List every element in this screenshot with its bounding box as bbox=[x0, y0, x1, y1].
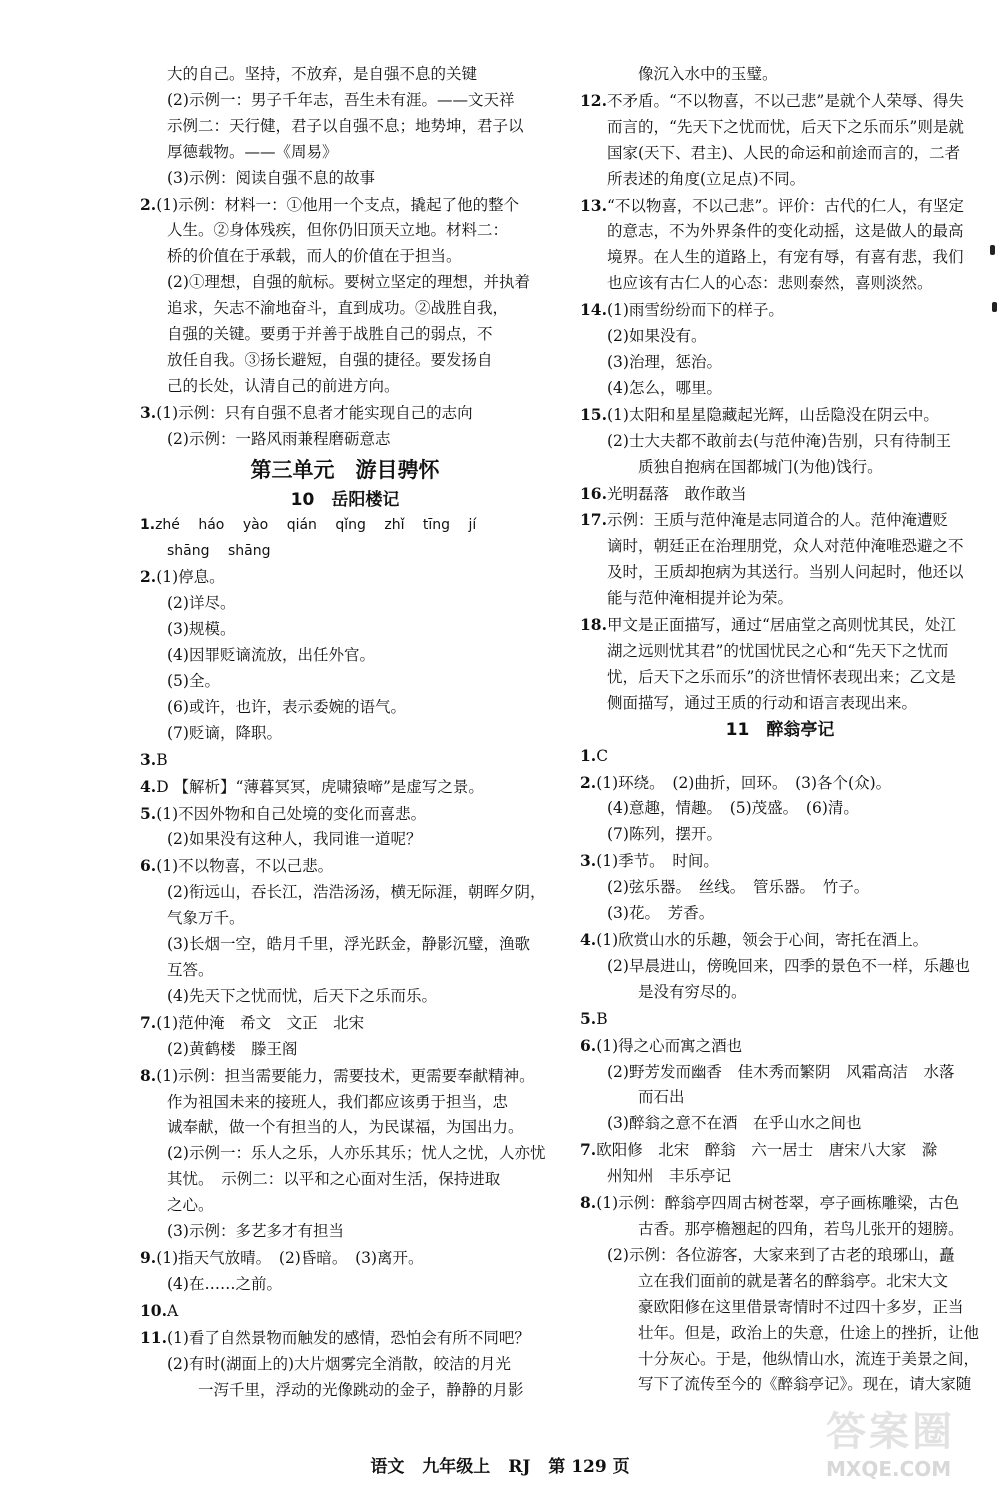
answer-line bbox=[140, 374, 550, 400]
answer-text: (7)贬谪，降职。 bbox=[167, 723, 282, 742]
answer-text: (3)示例：阅读自强不息的故事 bbox=[167, 168, 375, 187]
answer-line bbox=[580, 481, 980, 508]
answer-line bbox=[140, 906, 550, 932]
answer-line bbox=[140, 244, 550, 270]
answer-line bbox=[140, 564, 550, 591]
answer-text: 古香。那亭檐翘起的四角，若鸟儿张开的翅膀。 bbox=[638, 1219, 964, 1238]
answer-text: B bbox=[596, 1009, 608, 1028]
answer-line bbox=[580, 612, 980, 639]
answer-line bbox=[140, 88, 550, 114]
answer-line bbox=[580, 507, 980, 534]
answer-text: 大的自己。坚持，不放弃，是自强不息的关键 bbox=[167, 65, 478, 83]
answer-line bbox=[140, 695, 550, 721]
answer-text: (1)不以物喜，不以己悲。 bbox=[156, 857, 334, 876]
margin-mark bbox=[992, 302, 997, 312]
lesson-11-title: 11 醉翁亭记 bbox=[725, 719, 835, 740]
answer-text: (3)规模。 bbox=[167, 620, 236, 639]
answer-line bbox=[580, 1137, 980, 1164]
answer-line bbox=[140, 853, 550, 880]
answer-line bbox=[140, 1090, 550, 1116]
answer-text: 其忧。 示例二：以平和之心面对生活，保持进取 bbox=[167, 1170, 501, 1189]
left-column bbox=[140, 62, 550, 1403]
answer-text: (1)示例：担当需要能力，需要技术，更需要奉献精神。 bbox=[156, 1066, 535, 1085]
footer-edition: RJ bbox=[508, 1457, 531, 1477]
answer-text: 侧面描写，通过王质的行动和语言表现出来。 bbox=[607, 693, 918, 712]
answer-text: 之心。 bbox=[167, 1196, 214, 1215]
right-answers-top bbox=[580, 62, 980, 717]
right-column bbox=[580, 62, 980, 1398]
question-number: 8. bbox=[140, 1065, 157, 1085]
answer-text: “不以物喜，不以己悲”。评价：古代的仁人，有坚定 bbox=[606, 196, 964, 215]
answer-text: 立在我们面前的就是著名的醉翁亭。北宋大文 bbox=[638, 1271, 949, 1290]
answer-text: (4)在……之前。 bbox=[167, 1274, 282, 1293]
answer-text: D 【解析】“薄暮冥冥，虎啸猿啼”是虚写之景。 bbox=[156, 777, 484, 796]
question-number: 16. bbox=[580, 483, 607, 503]
question-number: 14. bbox=[580, 300, 607, 320]
question-number: 10. bbox=[140, 1300, 167, 1320]
question-number: 2. bbox=[580, 772, 597, 792]
answer-text: (1)环绕。 (2)曲折，回环。 (3)各个(众)。 bbox=[596, 773, 892, 792]
answer-text: B bbox=[156, 750, 168, 769]
answer-text: (3)治理，惩治。 bbox=[607, 352, 722, 371]
answer-text: (1)示例：只有自强不息者才能实现自己的志向 bbox=[156, 403, 473, 422]
answer-text: 气象万千。 bbox=[167, 909, 245, 928]
answer-text: (2)示例一：男子千年志，吾生未有涯。——文天祥 bbox=[167, 90, 515, 109]
question-number: 6. bbox=[580, 1035, 597, 1055]
answer-line bbox=[580, 1243, 980, 1269]
answer-text: 己的长处，认清自己的前进方向。 bbox=[167, 376, 400, 395]
answer-text: 壮年。但是，政治上的失意，仕途上的挫折，让他 bbox=[638, 1323, 980, 1342]
answer-text: (1)得之心而寓之酒也 bbox=[596, 1036, 743, 1055]
question-number: 3. bbox=[580, 851, 597, 871]
answer-line bbox=[580, 376, 980, 402]
answer-text: (3)示例：多艺多才有担当 bbox=[167, 1222, 344, 1241]
answer-line bbox=[140, 1115, 550, 1141]
watermark-logo bbox=[826, 1400, 976, 1480]
answer-line bbox=[580, 219, 980, 245]
answer-line bbox=[580, 297, 980, 324]
footer-subject: 语文 bbox=[370, 1457, 405, 1477]
answer-line bbox=[580, 848, 980, 875]
question-number: 4. bbox=[140, 776, 157, 796]
answer-text: (2)有时(湖面上的)大片烟雾完全消散，皎洁的月光 bbox=[167, 1354, 512, 1373]
answer-text: 也应该有古仁人的心态：悲则泰然，喜则淡然。 bbox=[607, 274, 933, 293]
answer-text: 豪欧阳修在这里借景寄情时不过四十多岁，正当 bbox=[638, 1297, 964, 1316]
question-number: 8. bbox=[580, 1193, 597, 1213]
answer-text: 写下了流传至今的《醉翁亭记》。现在，请大家随 bbox=[638, 1375, 972, 1394]
answer-text: (2)①理想，自强的航标。要树立坚定的理想，并执着 bbox=[167, 273, 530, 292]
answer-text: (2)早晨进山，傍晚回来，四季的景色不一样，乐趣也 bbox=[607, 956, 970, 975]
answer-text: 放任自我。③扬长避短，自强的捷径。要发扬自 bbox=[167, 350, 493, 369]
question-number: 5. bbox=[140, 803, 157, 823]
answer-line bbox=[580, 1372, 980, 1398]
answer-text: 湖之远则忧其君”的忧国忧民之心和“先天下之忧而 bbox=[607, 641, 949, 660]
question-number: 1. bbox=[580, 745, 597, 765]
answer-line bbox=[140, 322, 550, 348]
answer-text: (1)示例：醉翁亭四周古树苍翠，亭子画栋雕梁，古色 bbox=[596, 1194, 960, 1213]
answer-line bbox=[580, 691, 980, 717]
answer-line bbox=[140, 669, 550, 695]
answer-line bbox=[140, 1193, 550, 1219]
answer-line bbox=[580, 901, 980, 927]
answer-line bbox=[140, 591, 550, 617]
answer-text: (1)欣赏山水的乐趣，领会于心间，寄托在酒上。 bbox=[596, 931, 929, 949]
answer-text: (3)醉翁之意不在酒 在乎山水之间也 bbox=[607, 1114, 862, 1133]
answer-text: (1)指天气放晴。 (2)昏暗。 (3)离开。 bbox=[156, 1248, 424, 1267]
answer-text: (4)怎么，哪里。 bbox=[607, 378, 722, 397]
answer-line bbox=[140, 827, 550, 853]
answer-line bbox=[140, 1063, 550, 1090]
answer-text: 十分灰心。于是，他纵情山水，流连于美景之间， bbox=[638, 1349, 980, 1368]
answer-text: (1)示例：材料一：①他用一个支点，撬起了他的整个 bbox=[156, 195, 520, 214]
answer-line bbox=[140, 1272, 550, 1298]
answer-line bbox=[580, 1321, 980, 1347]
answer-text: 示例二：天行健，君子以自强不息；地势坤，君子以 bbox=[167, 116, 524, 135]
answer-text: (5)全。 bbox=[167, 672, 220, 691]
answer-line bbox=[580, 796, 980, 822]
answer-line bbox=[140, 166, 550, 192]
answer-line bbox=[580, 665, 980, 691]
answer-line bbox=[140, 1325, 550, 1352]
answer-line bbox=[140, 932, 550, 958]
answer-line bbox=[580, 822, 980, 848]
answer-text: (2)示例：各位游客，大家来到了古老的琅琊山，矗 bbox=[607, 1245, 955, 1264]
answer-line bbox=[580, 62, 980, 88]
answer-line bbox=[580, 350, 980, 376]
answer-text: 追求，矢志不渝地奋斗，直到成功。②战胜自我， bbox=[167, 299, 509, 318]
answer-text: 自强的关键。要勇于并善于战胜自己的弱点，不 bbox=[167, 325, 493, 344]
answer-line bbox=[580, 115, 980, 141]
answer-text: (1)不因外物和自己处境的变化而喜悲。 bbox=[156, 804, 427, 823]
answer-line bbox=[140, 747, 550, 774]
answer-line bbox=[140, 192, 550, 219]
answer-line bbox=[140, 958, 550, 984]
answer-line bbox=[140, 348, 550, 374]
answer-line bbox=[580, 1111, 980, 1137]
answer-line bbox=[580, 1269, 980, 1295]
answer-line bbox=[140, 400, 550, 427]
question-number: 7. bbox=[140, 1012, 157, 1032]
answer-text: 所表述的角度(立足点)不同。 bbox=[607, 169, 806, 188]
answer-line bbox=[140, 880, 550, 906]
answer-text: (4)意趣，情趣。 (5)茂盛。 (6)清。 bbox=[607, 799, 859, 818]
answer-text: 欧阳修 北宋 醉翁 六一居士 唐宋八大家 滁 bbox=[596, 1141, 938, 1160]
left-answers-top bbox=[140, 62, 550, 453]
answer-line bbox=[580, 639, 980, 665]
answer-line bbox=[580, 1164, 980, 1190]
answer-line bbox=[580, 586, 980, 612]
answer-text: (2)详尽。 bbox=[167, 594, 236, 613]
answer-line bbox=[140, 270, 550, 296]
answer-line bbox=[580, 560, 980, 586]
answer-line bbox=[140, 1010, 550, 1037]
answer-text: (2)如果没有。 bbox=[607, 327, 707, 346]
answer-text: (3)花。 芳香。 bbox=[607, 904, 715, 923]
answer-line bbox=[140, 218, 550, 244]
answer-text: 谪时，朝廷正在治理朋党，众人对范仲淹唯恐避之不 bbox=[607, 537, 964, 556]
answer-text: (2)弦乐器。 丝线。 管乐器。 竹子。 bbox=[607, 878, 870, 897]
answer-text: (4)先天下之忧而忧，后天下之乐而乐。 bbox=[167, 986, 437, 1005]
answer-text: (4)因罪贬谪流放，出任外官。 bbox=[167, 646, 375, 665]
answer-line bbox=[580, 534, 980, 560]
answer-text: 作为祖国未来的接班人，我们都应该勇于担当，忠 bbox=[167, 1092, 509, 1111]
answer-text: 光明磊落 敢作敢当 bbox=[606, 484, 747, 503]
answer-line bbox=[140, 617, 550, 643]
answer-line bbox=[140, 1037, 550, 1063]
answer-line bbox=[580, 402, 980, 429]
answer-line bbox=[140, 643, 550, 669]
answer-line bbox=[580, 455, 980, 481]
answer-text: 甲文是正面描写，通过“居庙堂之高则忧其民，处江 bbox=[606, 616, 956, 635]
answer-line bbox=[580, 875, 980, 901]
answer-line bbox=[580, 743, 980, 770]
answer-text: 示例：王质与范仲淹是志同道合的人。范仲淹遭贬 bbox=[606, 511, 948, 530]
answer-text: (3)长烟一空，皓月千里，浮光跃金，静影沉璧，渔歌 bbox=[167, 935, 530, 954]
answer-line bbox=[140, 1167, 550, 1193]
question-number: 3. bbox=[140, 402, 157, 422]
answer-text: (1)太阳和星星隐藏起光辉，山岳隐没在阴云中。 bbox=[606, 405, 939, 424]
answer-line bbox=[140, 1245, 550, 1272]
footer-page-number: 第 129 页 bbox=[548, 1457, 630, 1477]
answer-line bbox=[140, 1141, 550, 1167]
answer-line bbox=[580, 429, 980, 455]
answer-line bbox=[140, 296, 550, 322]
answer-line bbox=[580, 88, 980, 115]
answer-line bbox=[580, 1295, 980, 1321]
answer-line bbox=[580, 927, 980, 954]
margin-mark bbox=[990, 245, 995, 255]
answer-text: (1)季节。 时间。 bbox=[596, 852, 719, 871]
answer-text: (1)范仲淹 希文 文正 北宋 bbox=[156, 1013, 365, 1032]
question-number: 1. bbox=[140, 516, 156, 533]
question-number: 6. bbox=[140, 856, 157, 876]
question-number: 2. bbox=[140, 567, 157, 587]
question-number: 4. bbox=[580, 930, 597, 949]
answer-line bbox=[580, 324, 980, 350]
answer-text: 是没有穷尽的。 bbox=[638, 982, 747, 1001]
answer-text: 桥的价值在于承载，而人的价值在于担当。 bbox=[167, 247, 462, 266]
answer-line bbox=[140, 1298, 550, 1325]
answer-line bbox=[140, 1378, 550, 1404]
answer-line bbox=[580, 1347, 980, 1373]
answer-text: 而石出 bbox=[638, 1088, 685, 1107]
answer-text: (2)示例：一路风雨兼程磨砺意志 bbox=[167, 429, 391, 448]
answer-line bbox=[140, 801, 550, 828]
lesson-10-answers bbox=[140, 513, 550, 1404]
answer-line bbox=[140, 1219, 550, 1245]
answer-text: (2)士大夫都不敢前去(与范仲淹)告别，只有待制王 bbox=[607, 431, 952, 450]
answer-text: 及时，王质却抱病为其送行。当别人问起时，他还以 bbox=[607, 563, 964, 582]
answer-text: 州知州 丰乐亭记 bbox=[607, 1167, 732, 1186]
answer-text: shāng shāng bbox=[167, 542, 271, 559]
question-number: 18. bbox=[580, 615, 607, 635]
answer-line bbox=[580, 1033, 980, 1060]
answer-text: 诚奉献，做一个有担当的人，为民谋福，为国出力。 bbox=[167, 1118, 524, 1137]
answer-text: 国家(天下、君主)、人民的命运和前途而言的，二者 bbox=[607, 143, 961, 162]
answer-text: (2)黄鹤楼 滕王阁 bbox=[167, 1039, 298, 1058]
answer-line bbox=[580, 770, 980, 797]
answer-line bbox=[580, 193, 980, 220]
answer-line bbox=[580, 141, 980, 167]
answer-text: 的意志，不为外界条件的变化动摇，这是做人的最高 bbox=[607, 222, 964, 241]
question-number: 17. bbox=[580, 510, 607, 530]
answer-text: (2)示例一：乐人之乐，人亦乐其乐；忧人之忧，人亦忧 bbox=[167, 1144, 546, 1163]
answer-text: 厚德载物。——《周易》 bbox=[167, 142, 338, 161]
answer-text: (7)陈列，摆开。 bbox=[607, 825, 722, 844]
question-number: 13. bbox=[580, 195, 607, 215]
answer-line bbox=[580, 1006, 980, 1033]
answer-line bbox=[140, 774, 550, 801]
lesson-11-answers bbox=[580, 743, 980, 1399]
question-number: 3. bbox=[140, 749, 157, 769]
answer-text: A bbox=[166, 1301, 179, 1320]
answer-text: (2)野芳发而幽香 佳木秀而繁阴 风霜高洁 水落 bbox=[607, 1062, 955, 1081]
question-number: 15. bbox=[580, 404, 607, 424]
answer-line bbox=[580, 167, 980, 193]
question-number: 5. bbox=[580, 1008, 597, 1028]
footer-grade: 九年级上 bbox=[422, 1457, 491, 1477]
answer-line bbox=[140, 62, 550, 88]
answer-text: (1)雨雪纷纷而下的样子。 bbox=[606, 301, 784, 320]
answer-text: 忧，后天下之乐而乐”的济世情怀表现出来；乙文是 bbox=[607, 667, 956, 686]
answer-line bbox=[580, 954, 980, 980]
answer-text: (2)如果没有这种人，我同谁一道呢？ bbox=[167, 830, 422, 849]
answer-line bbox=[580, 1085, 980, 1111]
answer-line bbox=[140, 1352, 550, 1378]
answer-text: zhé háo yào qián qǐng zhǐ tīng jí bbox=[155, 516, 477, 533]
answer-line bbox=[580, 1190, 980, 1217]
answer-text: (6)或许，也许，表示委婉的语气。 bbox=[167, 697, 406, 716]
answer-line bbox=[140, 427, 550, 453]
answer-text: 境界。在人生的道路上，有宠有辱，有喜有悲，我们 bbox=[607, 248, 964, 267]
answer-line bbox=[580, 245, 980, 271]
answer-text: (1)停息。 bbox=[156, 568, 225, 587]
answer-text: 质独自抱病在国都城门(为他)饯行。 bbox=[638, 457, 883, 476]
question-number: 12. bbox=[580, 90, 607, 110]
answer-line bbox=[580, 271, 980, 297]
answer-line bbox=[140, 984, 550, 1010]
answer-line bbox=[580, 1217, 980, 1243]
answer-line bbox=[140, 721, 550, 747]
answer-line bbox=[580, 1060, 980, 1086]
answer-text: 而言的，“先天下之忧而忧，后天下之乐而乐”则是就 bbox=[607, 117, 964, 136]
question-number: 9. bbox=[140, 1247, 157, 1267]
answer-line bbox=[580, 980, 980, 1006]
answer-line bbox=[140, 140, 550, 166]
answer-text: 人生。②身体残疾，但你仍旧顶天立地。材料二： bbox=[167, 221, 509, 240]
answer-text: (1)看了自然景物而触发的感情，恐怕会有所不同吧？ bbox=[166, 1328, 530, 1347]
answer-text: 互答。 bbox=[167, 961, 214, 979]
watermark-logo-text: 答案圈 bbox=[826, 1409, 955, 1455]
answer-line bbox=[140, 539, 550, 565]
answer-text: 一泻千里，浮动的光像跳动的金子，静静的月影 bbox=[198, 1380, 524, 1399]
question-number: 7. bbox=[580, 1140, 597, 1160]
lesson-10-title: 10 岳阳楼记 bbox=[290, 489, 400, 510]
answer-text: 像沉入水中的玉璧。 bbox=[638, 65, 778, 83]
answer-text: 能与范仲淹相提并论为荣。 bbox=[607, 589, 794, 608]
watermark-url: MXQE.COM bbox=[826, 1457, 952, 1481]
answer-line bbox=[140, 114, 550, 140]
answer-text: 不矛盾。“不以物喜，不以己悲”是就个人荣辱、得失 bbox=[606, 91, 964, 110]
answer-line bbox=[140, 513, 550, 539]
question-number: 11. bbox=[140, 1327, 167, 1347]
unit-title: 第三单元 游目骋怀 bbox=[250, 457, 440, 482]
answer-text: (2)衔远山，吞长江，浩浩汤汤，横无际涯，朝晖夕阴， bbox=[167, 883, 546, 902]
question-number: 2. bbox=[140, 194, 157, 214]
answer-text: C bbox=[596, 746, 609, 765]
